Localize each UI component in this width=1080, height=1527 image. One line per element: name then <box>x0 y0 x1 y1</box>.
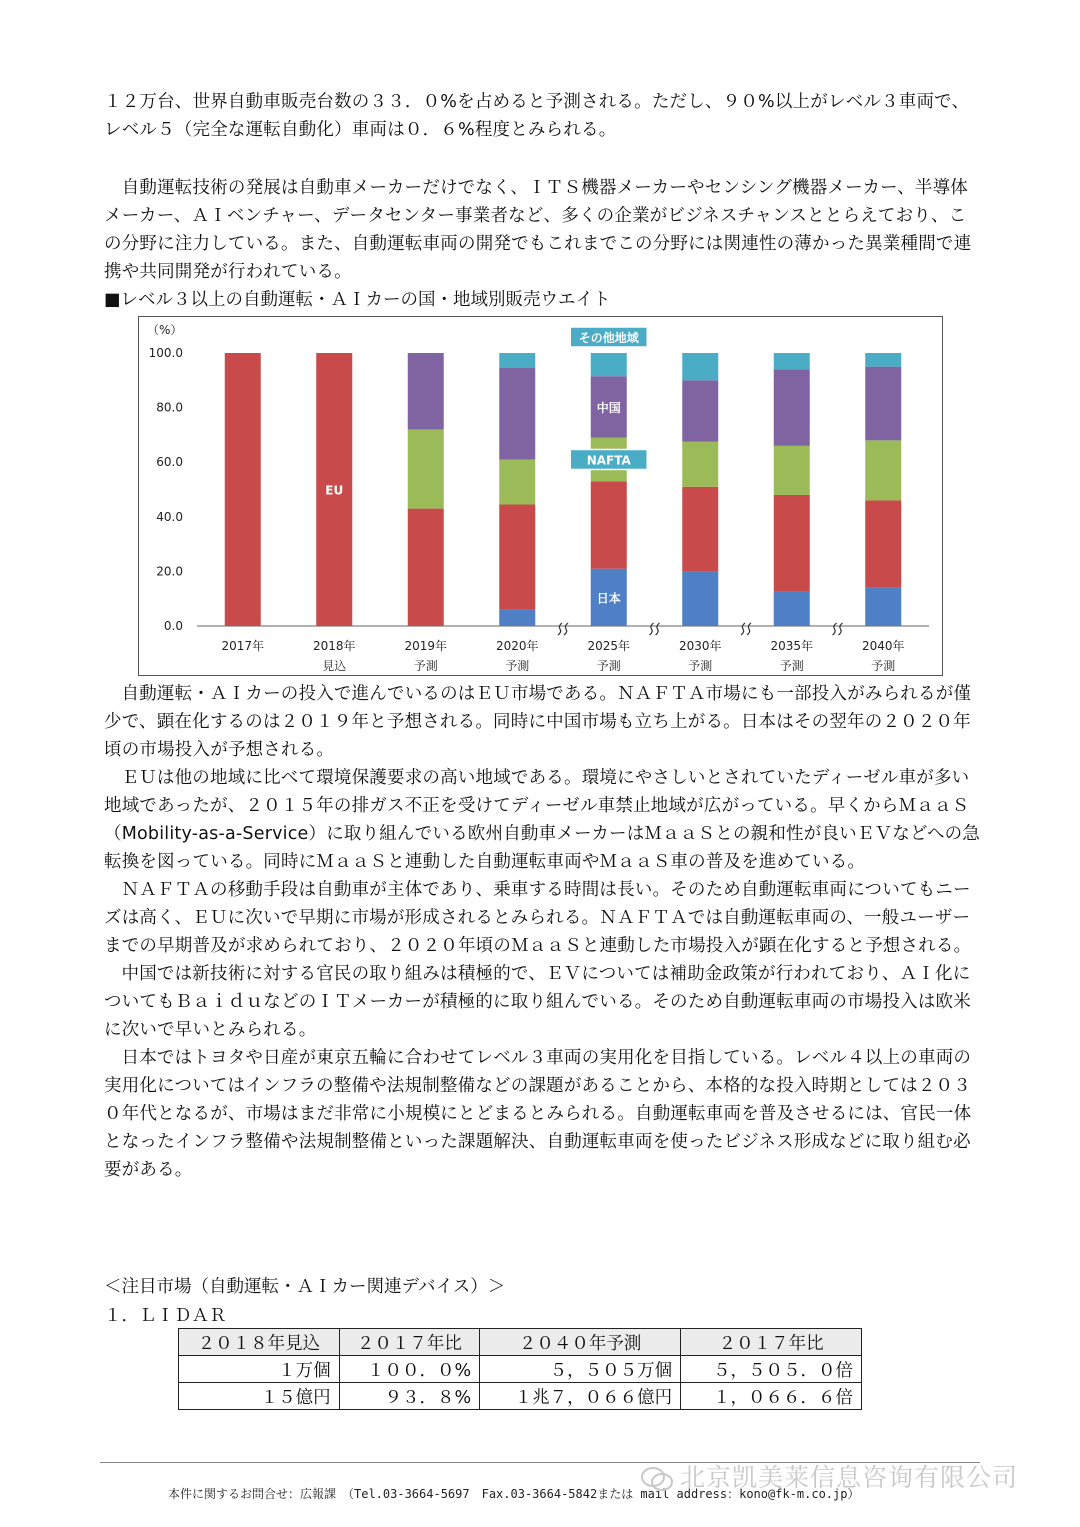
x-tick-label: 2019年 <box>404 639 448 653</box>
table-cell: １兆７，０６６億円 <box>480 1383 681 1410</box>
wechat-icon <box>640 1466 674 1492</box>
x-tick-label: 2018年 <box>312 639 356 653</box>
bar-segment <box>865 440 901 500</box>
x-tick-label: 2030年 <box>678 639 722 653</box>
bar-segment <box>774 495 810 592</box>
table-cell: １５億円 <box>179 1383 340 1410</box>
series-label: 日本 <box>596 591 621 606</box>
x-tick-label: 2020年 <box>495 639 539 653</box>
lidar-title: １．ＬＩＤＡＲ <box>104 1306 227 1326</box>
table-cell: １００．０% <box>339 1356 480 1383</box>
series-label: NAFTA <box>586 453 631 468</box>
axis-break-mark <box>558 623 562 635</box>
x-tick-label: 予測 <box>596 659 621 673</box>
series-label: その他地域 <box>578 331 639 345</box>
stacked-bar-chart <box>138 316 943 676</box>
bar-segment <box>499 353 535 368</box>
table-cell: ５，５０５．０倍 <box>681 1356 862 1383</box>
bar-segment <box>408 353 444 429</box>
x-tick-label: 予測 <box>779 659 804 673</box>
table-header-cell: ２０４０年予測 <box>480 1329 681 1356</box>
bar-segment <box>865 588 901 626</box>
bar-segment <box>499 505 535 610</box>
bar-segment <box>408 429 444 508</box>
watermark-text: 北京凯美莱信息咨询有限公司 <box>680 1463 1019 1492</box>
bar-segment <box>499 368 535 459</box>
x-tick-label: 予測 <box>505 659 530 673</box>
body-paragraph-eu-intro: 自動運転・ＡＩカーの投入で進んでいるのはＥＵ市場である。ＮＡＦＴＡ市場にも一部投入がみられるが僅少で、顕在化するのは２０１９年と予想される。同時に中国市場も立ち上がる。日本はその翌年の２０２０年頃の市場投入が予想される。 <box>104 684 972 760</box>
paragraph-industry <box>104 174 984 286</box>
figure-title: ■レベル３以上の自動運転・ＡＩカーの国・地域別販売ウエイト <box>104 290 611 310</box>
x-tick-label: 予測 <box>871 659 896 673</box>
bar-segment <box>682 442 718 487</box>
y-tick-label: 20.0 <box>156 564 183 579</box>
bar-segment <box>774 353 810 369</box>
x-tick-label: 2035年 <box>770 639 814 653</box>
bar-segment <box>499 610 535 626</box>
table-cell: １万個 <box>179 1356 340 1383</box>
chart-svg <box>139 317 942 675</box>
table-header-cell: ２０１８年見込 <box>179 1329 340 1356</box>
paragraph-industry-text: 自動運転技術の発展は自動車メーカーだけでなく、ＩＴＳ機器メーカーやセンシング機器メーカー、半導体メーカー、ＡＩベンチャー、データセンター事業者など、多くの企業がビジネスチャンスととらえており、この分野に注力している。また、自動運転車両の開発でもこれまでこの分野には関連性の薄かった異業種間で連携や共同開発が行われている。 <box>104 178 972 282</box>
table-cell: １，０６６．６倍 <box>681 1383 862 1410</box>
axis-break-mark <box>747 623 751 635</box>
axis-break-mark <box>839 623 843 635</box>
watermark <box>640 1458 1018 1494</box>
body-paragraph-nafta: ＮＡＦＴＡの移動手段は自動車が主体であり、乗車する時間は長い。そのため自動運転車両についてもニーズは高く、ＥＵに次いで早期に市場が形成されるとみられる。ＮＡＦＴＡでは自動運転車両の、一般ユーザーまでの早期普及が求められており、２０２０年頃のＭａａＳと連動した市場投入が顕在化すると予想される。 <box>104 880 972 956</box>
paragraph-top-text: １２万台、世界自動車販売台数の３３．０%を占めると予測される。ただし、９０%以上がレベル３車両で、レベル５（完全な運転自動化）車両は０．６%程度とみられる。 <box>104 92 970 140</box>
table-cell: ５，５０５万個 <box>480 1356 681 1383</box>
axis-break-mark <box>741 623 745 635</box>
table-row <box>179 1383 862 1410</box>
body-paragraph-japan: 日本ではトヨタや日産が東京五輪に合わせてレベル３車両の実用化を目指している。レベル４以上の車両の実用化についてはインフラの整備や法規制整備などの課題があることから、本格的な投入時期としては２０３０年代となるが、市場はまだ非常に小規模にとどまるとみられる。自動運転車両を普及させるには、官民一体となったインフラ整備や法規制整備といった課題解決、自動運転車両を使ったビジネス形成などに取り組む必要がある。 <box>104 1048 972 1180</box>
series-label: EU <box>325 483 344 498</box>
axis-break-mark <box>656 623 660 635</box>
bar-segment <box>865 353 901 367</box>
bar-segment <box>682 487 718 572</box>
axis-break-mark <box>650 623 654 635</box>
lidar-table <box>178 1328 862 1410</box>
x-tick-label: 見込 <box>322 659 347 673</box>
bar-segment <box>774 369 810 445</box>
x-tick-label: 2017年 <box>221 639 265 653</box>
y-axis-label: （%） <box>147 323 183 337</box>
x-tick-label: 2025年 <box>587 639 631 653</box>
body-text <box>104 680 984 1184</box>
focus-market-title: ＜注目市場（自動運転・ＡＩカー関連デバイス）＞ <box>104 1277 506 1297</box>
y-tick-label: 80.0 <box>156 400 183 415</box>
bar-segment <box>499 459 535 504</box>
bar-segment <box>591 481 627 568</box>
bar-segment <box>682 571 718 626</box>
y-tick-label: 60.0 <box>156 455 183 470</box>
bar-segment <box>682 380 718 441</box>
paragraph-top <box>104 88 984 144</box>
y-tick-label: 0.0 <box>163 619 183 633</box>
table-header-row <box>179 1329 862 1356</box>
y-tick-label: 100.0 <box>148 346 183 360</box>
table-header-cell: ２０１７年比 <box>681 1329 862 1356</box>
x-tick-label: 予測 <box>688 659 713 673</box>
x-tick-label: 予測 <box>413 659 438 673</box>
table-cell: ９３．８% <box>339 1383 480 1410</box>
table-row <box>179 1356 862 1383</box>
axis-break-mark <box>833 623 837 635</box>
bar-segment <box>774 446 810 495</box>
bar-segment <box>408 509 444 626</box>
body-paragraph-china: 中国では新技術に対する官民の取り組みは積極的で、ＥＶについては補助金政策が行われており、ＡＩ化についてもＢａｉｄｕなどのＩＴメーカーが積極的に取り組んでいる。そのため自動運転車両の市場投入は欧米に次いで早いとみられる。 <box>104 964 971 1040</box>
x-tick-label: 2040年 <box>861 639 905 653</box>
bar-segment <box>865 500 901 587</box>
footer-contact: 本件に関するお問合せ：広報課 （Tel.03-3664-5697 Fax.03-3664-5842または mail address：kono@fk-m.co.jp） <box>168 1487 860 1501</box>
axis-break-mark <box>564 623 568 635</box>
body-paragraph-eu: ＥＵは他の地域に比べて環境保護要求の高い地域である。環境にやさしいとされていたディーゼル車が多い地域であったが、２０１５年の排ガス不正を受けてディーゼル車禁止地域が広がっている。早くからＭａａＳ（Mobility-as-a-Service）に取り組んでいる欧州自動車メーカーはＭａａＳとの親和性が良いＥＶなどへの急転換を図っている。同時にＭａａＳと連動した自動運転車両やＭａａＳ車の普及を進めている。 <box>104 768 981 872</box>
bar-segment <box>865 367 901 441</box>
bar-segment <box>774 592 810 626</box>
y-tick-label: 40.0 <box>156 509 183 524</box>
table-header-cell: ２０１７年比 <box>339 1329 480 1356</box>
series-label: 中国 <box>596 400 621 415</box>
bar-segment <box>682 353 718 380</box>
bar-segment <box>225 353 261 626</box>
bar-segment <box>591 353 627 376</box>
